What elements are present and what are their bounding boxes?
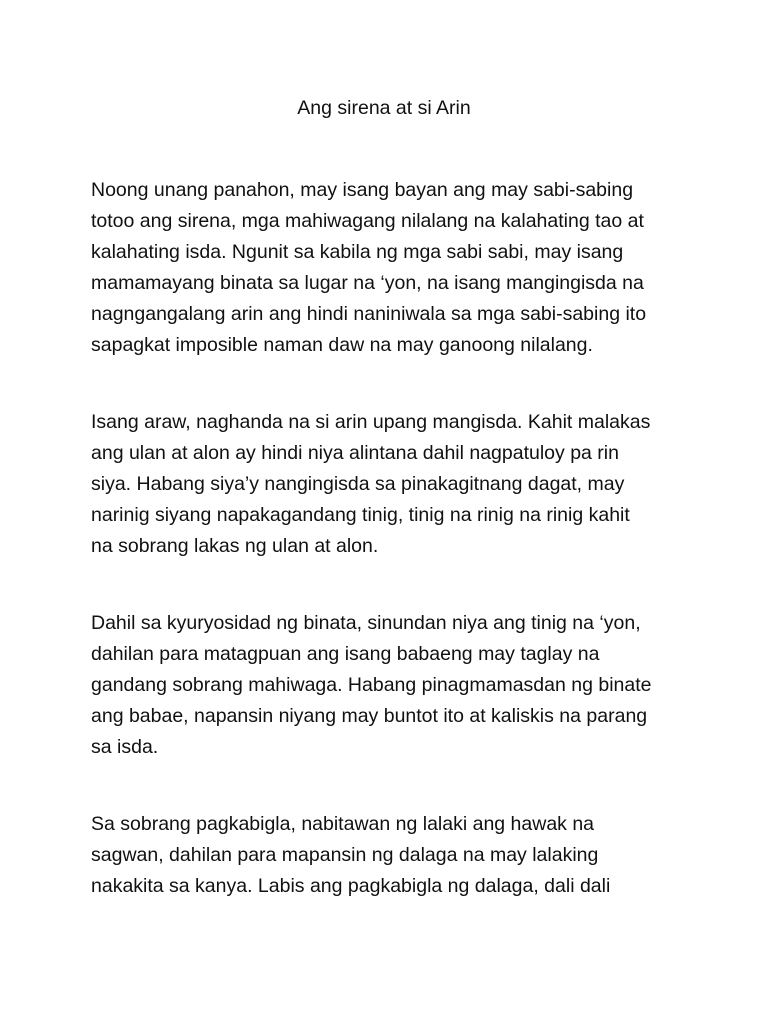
document-title: Ang sirena at si Arin bbox=[297, 97, 471, 119]
text-line: sa isda. bbox=[91, 736, 159, 758]
text-line: ang babae, napansin niyang may buntot ito at kaliskis na parang bbox=[91, 705, 648, 727]
text-line: dahilan para matagpuan ang isang babaeng may taglay na bbox=[91, 643, 600, 665]
paragraph-2 bbox=[91, 407, 691, 562]
paragraph-4 bbox=[91, 809, 691, 902]
text-line: sapagkat imposible naman daw na may ganoong nilalang. bbox=[91, 334, 593, 356]
paragraph-3 bbox=[91, 608, 691, 763]
text-line: Dahil sa kyuryosidad ng binata, sinundan niya ang tinig na ‘yon, bbox=[91, 612, 641, 634]
text-line: na sobrang lakas ng ulan at alon. bbox=[91, 535, 379, 557]
text-line: sagwan, dahilan para mapansin ng dalaga na may lalaking bbox=[91, 844, 599, 866]
text-line: kalahating isda. Ngunit sa kabila ng mga sabi sabi, may isang bbox=[91, 241, 624, 263]
text-line: Sa sobrang pagkabigla, nabitawan ng lalaki ang hawak na bbox=[91, 813, 595, 835]
text-line: totoo ang sirena, mga mahiwagang nilalang na kalahating tao at bbox=[91, 210, 644, 232]
text-line: Noong unang panahon, may isang bayan ang may sabi-sabing bbox=[91, 179, 634, 201]
text-line: narinig siyang napakagandang tinig, tinig na rinig na rinig kahit bbox=[91, 504, 630, 526]
text-line: nagngangalang arin ang hindi naniniwala sa mga sabi-sabing ito bbox=[91, 303, 647, 325]
text-line: siya. Habang siya’y nangingisda sa pinakagitnang dagat, may bbox=[91, 473, 625, 495]
text-line: mamamayang binata sa lugar na ‘yon, na isang mangingisda na bbox=[91, 272, 644, 294]
document-body bbox=[91, 175, 691, 948]
text-line: Isang araw, naghanda na si arin upang mangisda. Kahit malakas bbox=[91, 411, 651, 433]
paragraph-1 bbox=[91, 175, 691, 361]
text-line: nakakita sa kanya. Labis ang pagkabigla ng dalaga, dali dali bbox=[91, 875, 611, 897]
text-line: gandang sobrang mahiwaga. Habang pinagmamasdan ng binate bbox=[91, 674, 652, 696]
text-line: ang ulan at alon ay hindi niya alintana dahil nagpatuloy pa rin bbox=[91, 442, 619, 464]
